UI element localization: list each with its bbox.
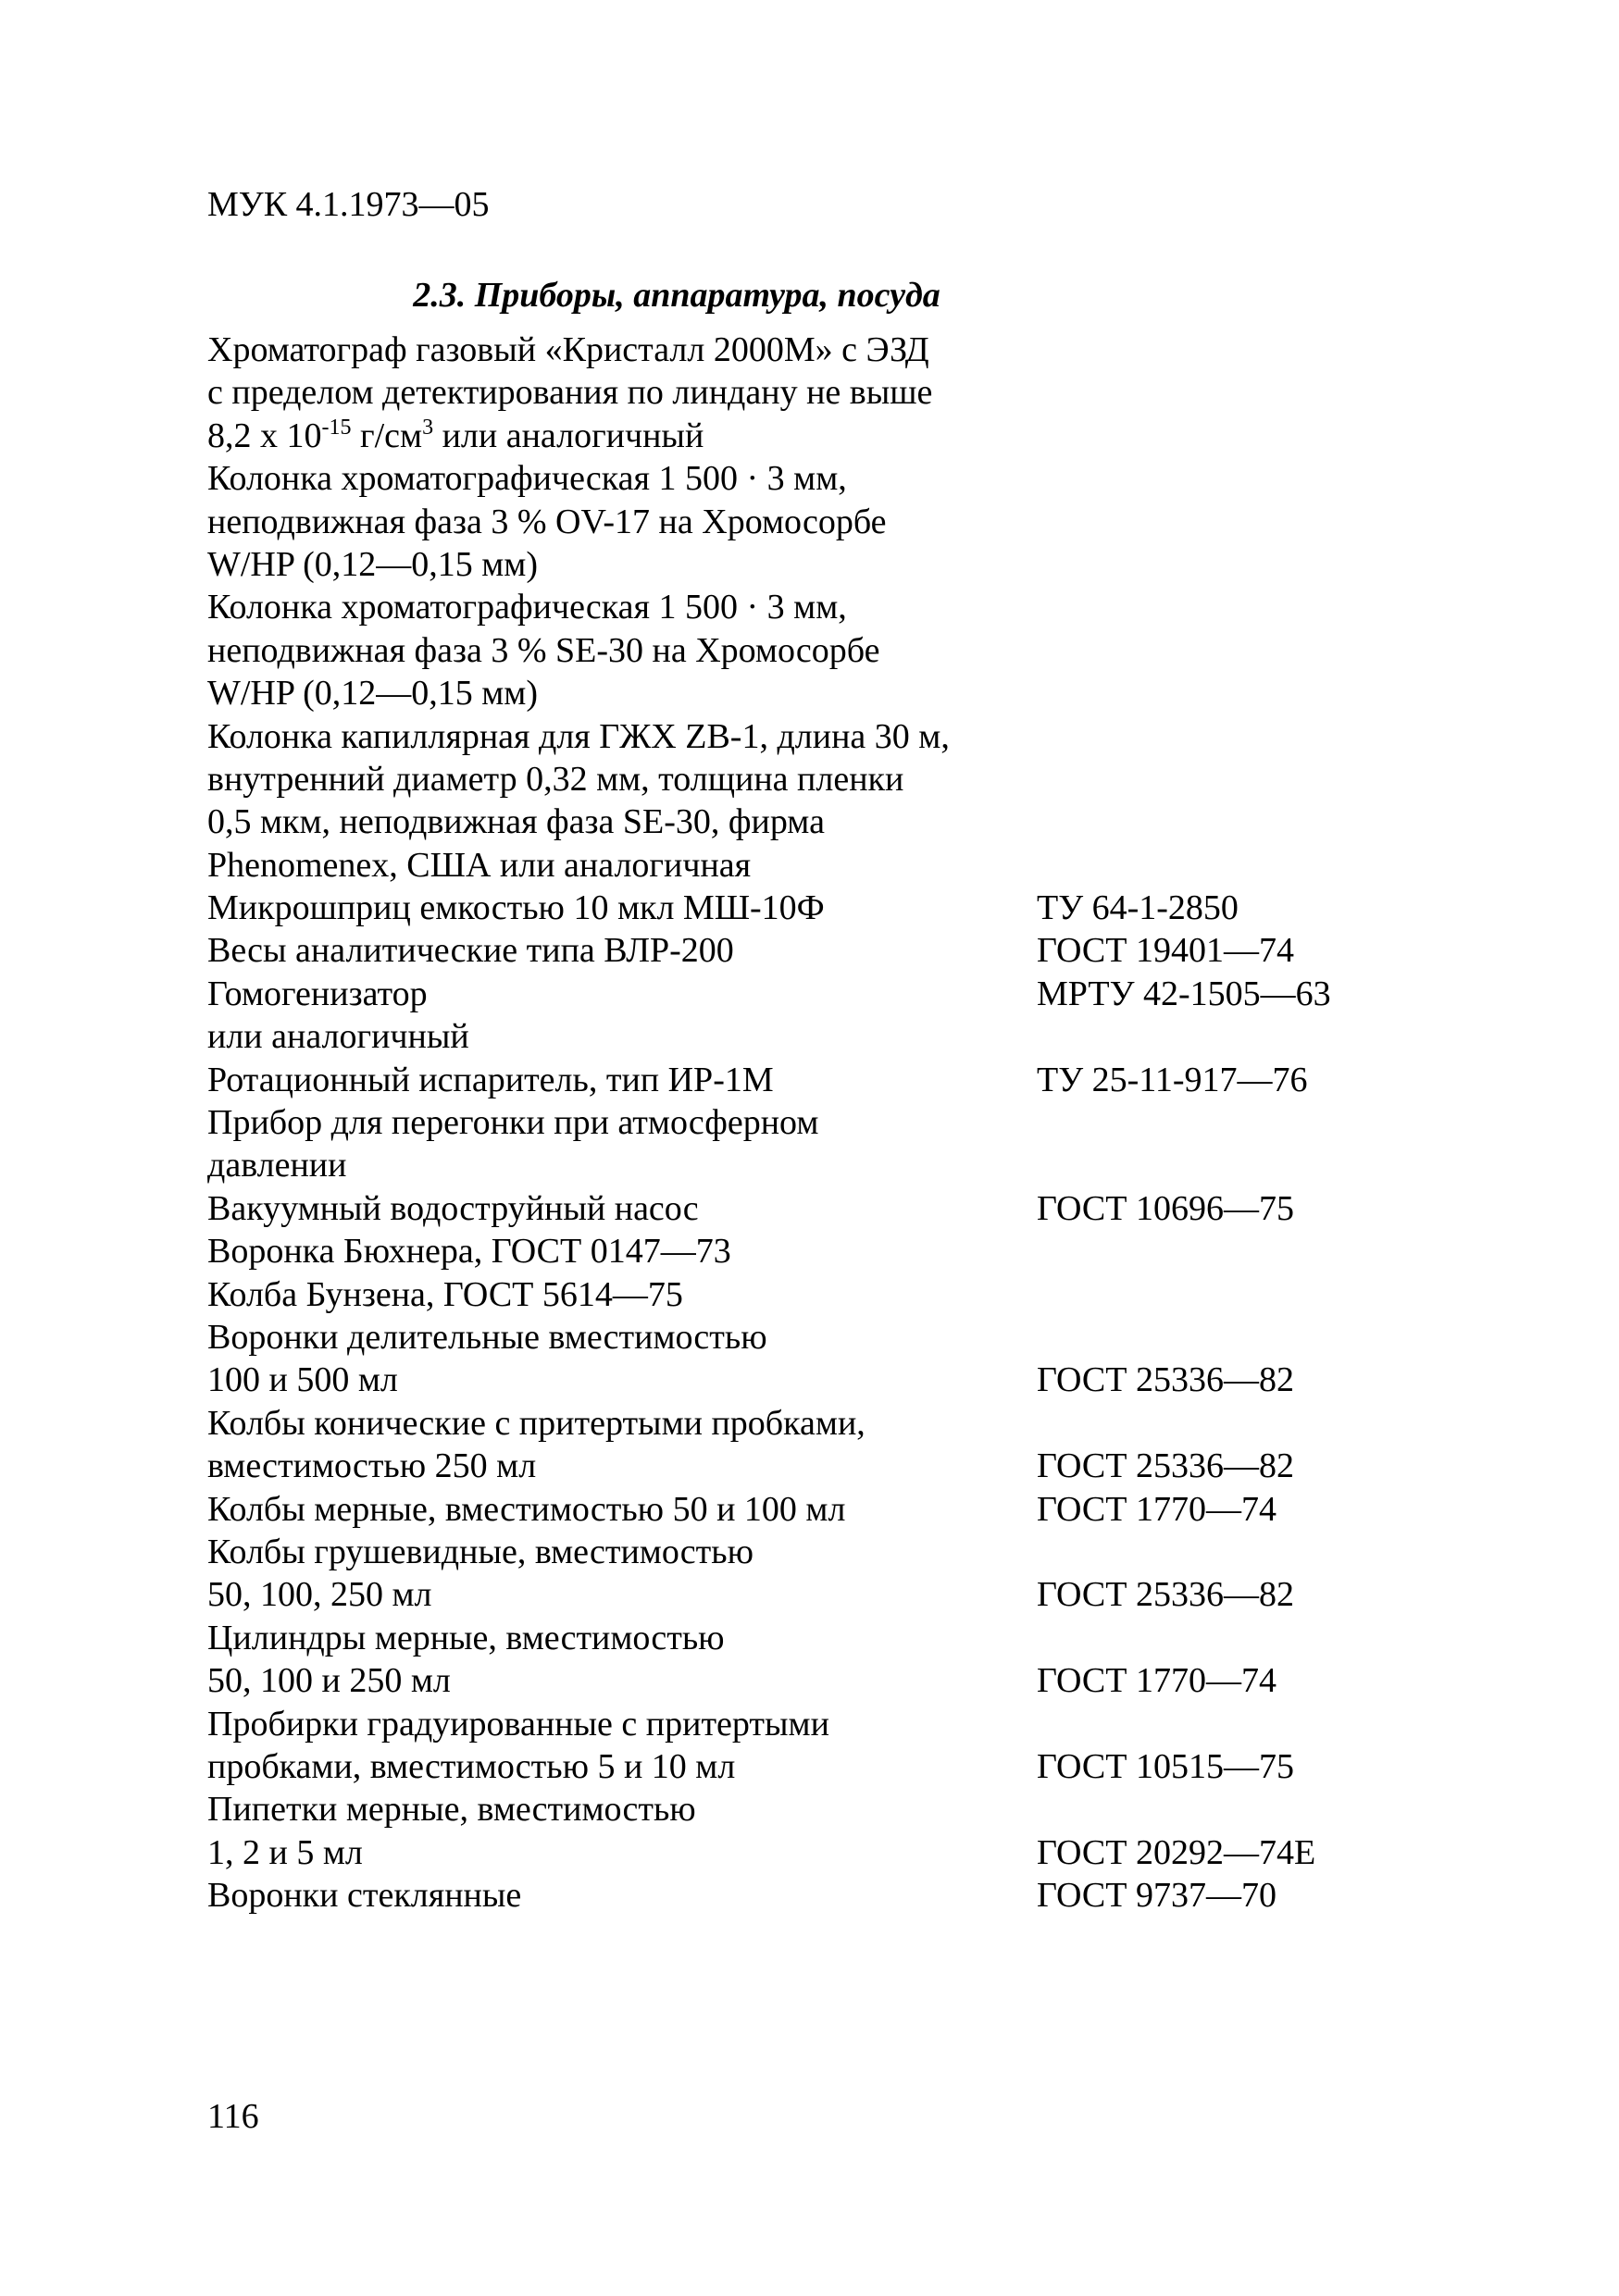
equipment-item-line: Колбы грушевидные, вместимостью: [207, 1532, 753, 1571]
equipment-item-line: неподвижная фаза 3 % SE-30 на Хромосорбе: [207, 630, 880, 670]
equipment-item-line: 50, 100, 250 мл: [207, 1575, 432, 1615]
equipment-item-line: с пределом детектирования по линдану не выше: [207, 373, 933, 413]
equipment-item-line: Колбы конические с притертыми пробками,: [207, 1403, 866, 1443]
equipment-item-line: Воронки стеклянные: [207, 1876, 522, 1916]
equipment-standard-ref: МРТУ 42-1505—63: [1037, 974, 1331, 1013]
equipment-item-line: W/HP (0,12—0,15 мм): [207, 544, 538, 584]
equipment-item-line: 1, 2 и 5 мл: [207, 1832, 363, 1872]
equipment-item-line: Весы аналитические типа ВЛР-200: [207, 931, 734, 971]
equipment-item: [207, 1531, 1411, 1617]
equipment-standard-ref: ГОСТ 10696—75: [1037, 1188, 1294, 1228]
equipment-item: [207, 715, 1411, 887]
equipment-item: [207, 887, 1411, 929]
equipment-item-line: вместимостью 250 мл: [207, 1446, 537, 1486]
detection-limit-text: г/см: [351, 416, 423, 455]
page-header-code: МУК 4.1.1973—05: [207, 185, 490, 224]
equipment-item: [207, 1788, 1411, 1874]
equipment-item: [207, 586, 1411, 714]
equipment-item-line: Хроматограф газовый «Кристалл 2000М» с ЭЗД: [207, 330, 929, 369]
equipment-standard-ref: ТУ 64-1-2850: [1037, 888, 1239, 928]
equipment-item: [207, 1273, 1411, 1316]
equipment-item: [207, 1488, 1411, 1531]
equipment-item-line: Воронка Бюхнера, ГОСТ 0147—73: [207, 1232, 731, 1272]
equipment-standard-ref: ТУ 25-11-917—76: [1037, 1060, 1308, 1099]
equipment-item: [207, 329, 1411, 457]
equipment-item-line: Пробирки градуированные с притертыми: [207, 1704, 829, 1744]
equipment-item-line: Микрошприц емкостью 10 мкл МШ-10Ф: [207, 888, 825, 928]
equipment-item: [207, 929, 1411, 972]
equipment-item-line: Прибор для перегонки при атмосферном: [207, 1103, 819, 1143]
equipment-item-line: Колонка хроматографическая 1 500 · 3 мм,: [207, 459, 847, 499]
equipment-standard-ref: ГОСТ 1770—74: [1037, 1661, 1277, 1701]
equipment-item: [207, 1874, 1411, 1917]
equipment-item: [207, 973, 1411, 1059]
equipment-item: [207, 1230, 1411, 1272]
equipment-item-line: W/HP (0,12—0,15 мм): [207, 674, 538, 714]
section-title: 2.3. Приборы, аппаратура, посуда: [413, 276, 940, 315]
equipment-item-line: пробками, вместимостью 5 и 10 мл: [207, 1746, 736, 1786]
equipment-item-line: Колбы мерные, вместимостью 50 и 100 мл: [207, 1489, 846, 1529]
detection-limit-text: 8,2 х 10: [207, 416, 322, 455]
equipment-item: [207, 1187, 1411, 1230]
equipment-item: [207, 1402, 1411, 1488]
equipment-standard-ref: ГОСТ 10515—75: [1037, 1746, 1294, 1786]
equipment-item-line: неподвижная фаза 3 % OV-17 на Хромосорбе: [207, 502, 887, 541]
equipment-standard-ref: ГОСТ 25336—82: [1037, 1360, 1294, 1400]
equipment-item-line: Ротационный испаритель, тип ИР-1М: [207, 1060, 774, 1099]
detection-limit-text: или аналогичный: [433, 416, 704, 455]
equipment-item: [207, 1316, 1411, 1402]
equipment-standard-ref: ГОСТ 1770—74: [1037, 1489, 1277, 1529]
equipment-item-line: или аналогичный: [207, 1017, 469, 1057]
equipment-item: [207, 457, 1411, 586]
equipment-item-line: Колонка капиллярная для ГЖХ ZB-1, длина 30 м,: [207, 716, 950, 756]
equipment-item-line: 50, 100 и 250 мл: [207, 1661, 451, 1701]
equipment-item-line: давлении: [207, 1146, 347, 1185]
equipment-item-line: Колонка хроматографическая 1 500 · 3 мм,: [207, 588, 847, 627]
equipment-standard-ref: ГОСТ 25336—82: [1037, 1446, 1294, 1486]
equipment-item-line: Цилиндры мерные, вместимостью: [207, 1618, 725, 1657]
equipment-item-line: Phenomenex, США или аналогичная: [207, 845, 752, 885]
page-number: 116: [207, 2097, 259, 2136]
equipment-item-line: 0,5 мкм, неподвижная фаза SE-30, фирма: [207, 802, 825, 842]
equipment-standard-ref: ГОСТ 19401—74: [1037, 931, 1294, 971]
equipment-item: [207, 1101, 1411, 1187]
equipment-standard-ref: ГОСТ 25336—82: [1037, 1575, 1294, 1615]
equipment-list: [207, 329, 1411, 1917]
equipment-item-line: Колба Бунзена, ГОСТ 5614—75: [207, 1274, 683, 1314]
exponent: -15: [321, 415, 352, 440]
exponent: 3: [422, 415, 434, 440]
equipment-item: [207, 1703, 1411, 1789]
equipment-item-line: Вакуумный водоструйный насос: [207, 1188, 699, 1228]
equipment-item-line: Пипетки мерные, вместимостью: [207, 1790, 696, 1830]
equipment-item-line: Воронки делительные вместимостью: [207, 1317, 767, 1357]
equipment-item-line: Гомогенизатор: [207, 974, 428, 1013]
equipment-item-line: 100 и 500 мл: [207, 1360, 398, 1400]
detection-limit-line: [207, 415, 1411, 457]
equipment-item: [207, 1617, 1411, 1703]
equipment-standard-ref: ГОСТ 9737—70: [1037, 1876, 1277, 1916]
equipment-item: [207, 1059, 1411, 1101]
equipment-standard-ref: ГОСТ 20292—74Е: [1037, 1832, 1316, 1872]
equipment-item-line: внутренний диаметр 0,32 мм, толщина пленки: [207, 759, 904, 799]
